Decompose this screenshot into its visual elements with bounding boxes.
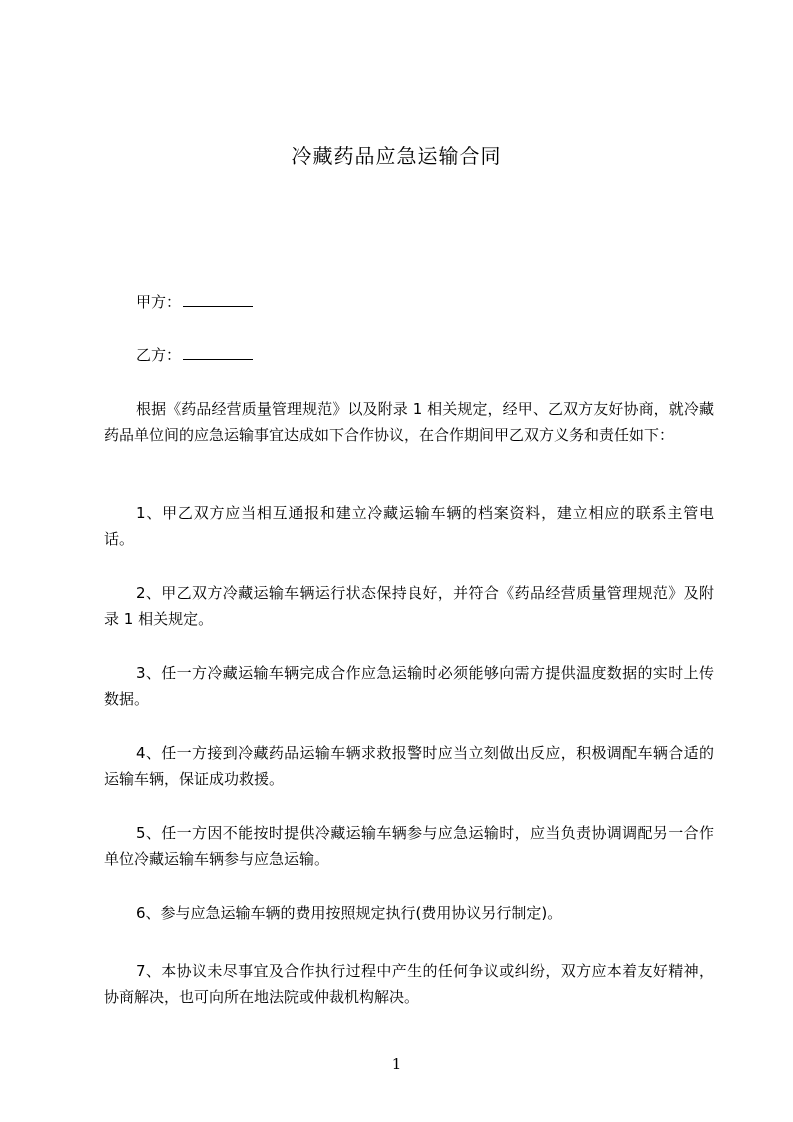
- clause-1: 1、甲乙双方应当相互通报和建立冷藏运输车辆的档案资料，建立相应的联系主管电话。: [104, 504, 714, 548]
- page-number: 1: [391, 1055, 402, 1073]
- party-b-blank: [183, 346, 253, 360]
- clause-7: 7、本协议未尽事宜及合作执行过程中产生的任何争议或纠纷，双方应本着友好精神，协商解决，也可向所在地法院或仲裁机构解决。: [104, 962, 714, 1006]
- clause-3: 3、任一方冷藏运输车辆完成合作应急运输时必须能够向需方提供温度数据的实时上传数据。: [104, 664, 714, 708]
- party-a-line: [136, 292, 253, 312]
- party-a-blank: [183, 293, 253, 307]
- intro-paragraph: 根据《药品经营质量管理规范》以及附录 1 相关规定，经甲、乙双方友好协商，就冷藏药品单位间的应急运输事宜达成如下合作协议，在合作期间甲乙双方义务和责任如下：: [104, 400, 714, 444]
- document-title: 冷藏药品应急运输合同: [291, 144, 502, 168]
- clause-2: 2、甲乙双方冷藏运输车辆运行状态保持良好，并符合《药品经营质量管理规范》及附录 1 相关规定。: [104, 584, 714, 628]
- clause-4: 4、任一方接到冷藏药品运输车辆求救报警时应当立刻做出反应，积极调配车辆合适的运输车辆，保证成功救援。: [104, 744, 714, 788]
- party-b-label: 乙方：: [136, 346, 182, 364]
- clause-6: 6、参与应急运输车辆的费用按照规定执行(费用协议另行制定)。: [136, 904, 563, 922]
- clause-5: 5、任一方因不能按时提供冷藏运输车辆参与应急运输时，应当负责协调调配另一合作单位冷藏运输车辆参与应急运输。: [104, 824, 714, 868]
- party-a-label: 甲方：: [136, 293, 182, 311]
- party-b-line: [136, 345, 253, 365]
